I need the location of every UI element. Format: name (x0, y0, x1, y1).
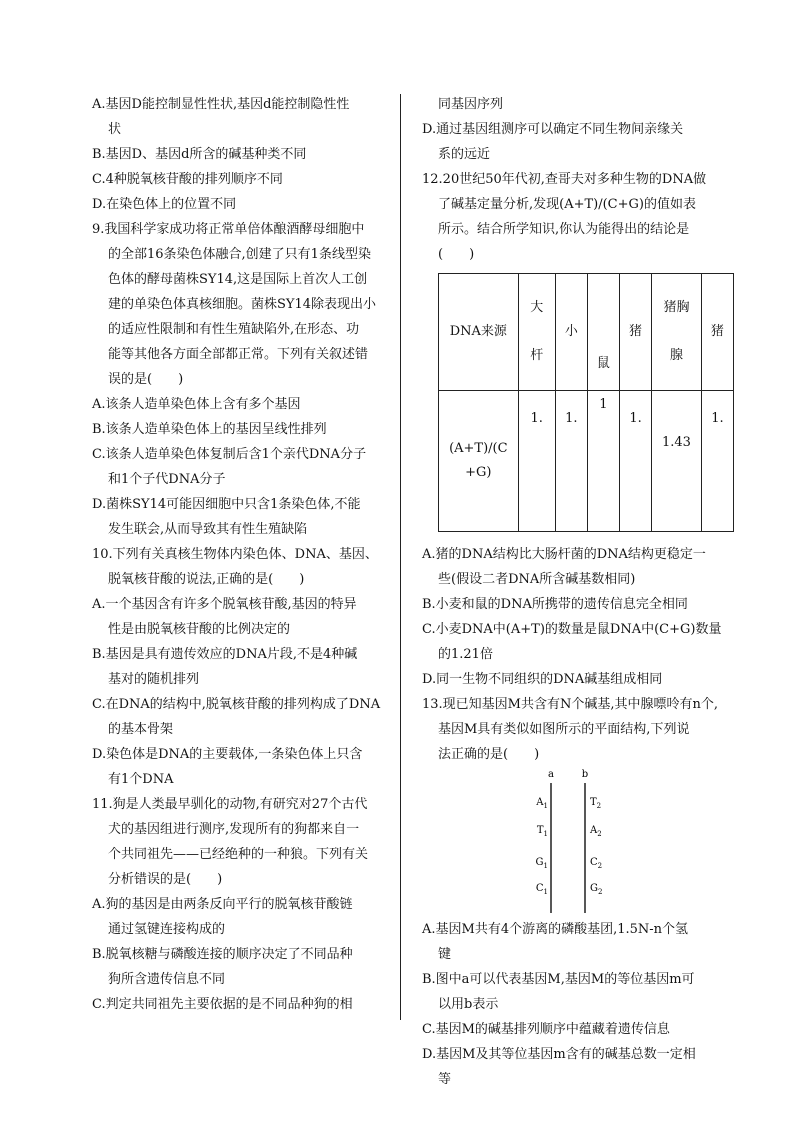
q11-option-d: D.通过基因组测序可以确定不同生物间亲缘关 系的远近 (422, 122, 684, 162)
q10-option-c: C.在DNA的结构中,脱氧核苷酸的排列构成了DNA 的基本骨架 (92, 697, 381, 737)
double-strand-diagram (520, 767, 640, 915)
table-cell-pig-liver: 1. (619, 391, 651, 532)
table-header-row (439, 274, 734, 391)
question-9: 9.我国科学家成功将正常单倍体酿酒酵母细胞中 的全部16条染色体融合,创建了只有1条线型染 色体的酵母菌株SY14,这是国际上首次人工创 建的单染色体真核细胞。菌株SY14除表现出小 的适应性限制和有性生殖缺陷外,在形态、功 能等其他各方面全部都正常。下列有关叙述错 误的是( ) A.该条人造单染色体上含有多个基因 B.该条人造单染色体上的基因呈线性排列 C.该条人造单染色体复制后含1个亲代DNA分子 和1个子代DNA分子 D.菌株SY14可能因细胞中只含1条染色体,不能 发生联会,从而导致其有性生殖缺陷 (92, 217, 392, 542)
table-header-pig-spleen: 猪 (701, 274, 733, 391)
q11-option-c: C.判定共同祖先主要依据的是不同品种狗的相 (92, 997, 353, 1012)
table-header-pig-liver: 猪 (619, 274, 651, 391)
q9-option-b: B.该条人造单染色体上的基因呈线性排列 (92, 422, 327, 437)
q8-option-c: C.4种脱氧核苷酸的排列顺序不同 (92, 172, 283, 187)
q8-option-b: B.基因D、基因d所含的碱基种类不同 (92, 147, 307, 162)
table-cell-mouse: 1 (587, 391, 619, 532)
right-base-label: $T_2$ (590, 797, 602, 810)
q9-option-a: A.该条人造单染色体上含有多个基因 (92, 397, 301, 412)
table-value-row (439, 391, 734, 532)
table-header-ecoli: 大 杆 (518, 274, 555, 391)
table-row-label: (A+T)/(C +G) (439, 391, 519, 532)
q12-option-b: B.小麦和鼠的DNA所携带的遗传信息完全相同 (422, 597, 688, 612)
right-base-label: $G_2$ (590, 883, 603, 896)
left-base-label: $A_1$ (536, 797, 548, 810)
q9-option-c: C.该条人造单染色体复制后含1个亲代DNA分子 和1个子代DNA分子 (92, 447, 367, 487)
strand-b-label: b (581, 769, 589, 780)
q8-option-a: A.基因D能控制显性性状,基因d能控制隐性性 状 (92, 97, 350, 137)
table-header-pig-thymus: 猪胸 腺 (652, 274, 702, 391)
q13-option-a: A.基因M共有4个游离的磷酸基团,1.5N-n个氢 键 (422, 922, 689, 962)
table-header-mouse: 鼠 (587, 274, 619, 391)
table-cell-pig-thymus: 1.43 (652, 391, 702, 532)
right-column (422, 92, 722, 1092)
q11-option-c-continued: 同基因序列 (438, 97, 504, 112)
q13-option-d: D.基因M及其等位基因m含有的碱基总数一定相 等 (422, 1047, 696, 1087)
question-12: 12.20世纪50年代初,查哥夫对多种生物的DNA做 了碱基定量分析,发现(A+T)/(C+G)的值如表 所示。结合所学知识,你认为能得出的结论是 ( ) DNA来源 大 杆 小 鼠 猪 猪胸 腺 猪 (A+T)/(C +G) 1. 1. 1 1. 1.43 1. A.猪的DNA结构比大肠杆菌的DNA结构更稳定一 些(假设二者DNA所含碱基数相同) B.小麦和鼠的DNA所携带的遗传信息完全相同 C.小麦DNA中(A+T)的数量是鼠DNA中(C+G)数量 的1.21倍 D.同一生物不同组织的DNA碱基组成相同 (422, 167, 722, 692)
left-base-label: $T_1$ (536, 825, 548, 838)
table-cell-pig-spleen: 1. (701, 391, 733, 532)
left-base-labels (535, 797, 548, 896)
right-base-label: $A_2$ (590, 825, 602, 838)
strand-a-label: a (548, 769, 554, 780)
table-cell-ecoli: 1. (518, 391, 555, 532)
right-base-label: $C_2$ (590, 857, 603, 870)
table-header-wheat: 小 (555, 274, 587, 391)
dna-strand-figure (422, 767, 722, 917)
right-base-labels (589, 797, 602, 896)
q12-option-a: A.猪的DNA结构比大肠杆菌的DNA结构更稳定一 些(假设二者DNA所含碱基数相同) (422, 547, 706, 587)
table-cell-wheat: 1. (555, 391, 587, 532)
question-10: 10.下列有关真核生物体内染色体、DNA、基因、 脱氧核苷酸的说法,正确的是( ) A.一个基因含有许多个脱氧核苷酸,基因的特异 性是由脱氧核苷酸的比例决定的 B.基因是具有遗传效应的DNA片段,不是4种碱 基对的随机排列 C.在DNA的结构中,脱氧核苷酸的排列构成了DNA 的基本骨架 D.染色体是DNA的主要载体,一条染色体上只含 有1个DNA (92, 542, 392, 792)
q11-option-b: B.脱氧核糖与磷酸连接的顺序决定了不同品种 狗所含遗传信息不同 (92, 947, 353, 987)
left-base-label: $C_1$ (535, 883, 548, 896)
q12-option-d: D.同一生物不同组织的DNA碱基组成相同 (422, 672, 663, 687)
q8-option-d: D.在染色体上的位置不同 (92, 197, 237, 212)
q11-option-a: A.狗的基因是由两条反向平行的脱氧核苷酸链 通过氢键连接构成的 (92, 897, 353, 937)
q9-option-d: D.菌株SY14可能因细胞中只含1条染色体,不能 发生联会,从而导致其有性生殖缺陷 (92, 497, 361, 537)
q12-option-c: C.小麦DNA中(A+T)的数量是鼠DNA中(C+G)数量 的1.21倍 (422, 622, 722, 662)
q10-option-a: A.一个基因含有许多个脱氧核苷酸,基因的特异 性是由脱氧核苷酸的比例决定的 (92, 597, 357, 637)
table-header-source: DNA来源 (439, 274, 519, 391)
question-13: 13.现已知基因M共含有N个碱基,其中腺嘌呤有n个, 基因M具有类似如图所示的平面结构,下列说 法正确的是( ) a b $A_1$ $T_1$ $G_1$ $C_1$ $T_2$ $A_2$ $C_2$ $G_2$ A.基因M共有4个游离的磷酸基团,1.5N-n个氢 键 B.图中a可以代表基因M,基因M的等位基因m可 以用b表示 C.基因M的碱基排列顺序中蕴藏着遗传信息 D.基因M及其等位基因m含有的碱基总数一定相 等 (422, 692, 722, 1092)
q10-option-d: D.染色体是DNA的主要载体,一条染色体上只含 有1个DNA (92, 747, 363, 787)
q13-option-b: B.图中a可以代表基因M,基因M的等位基因m可 以用b表示 (422, 972, 695, 1012)
left-column (92, 92, 392, 1017)
q13-option-c: C.基因M的碱基排列顺序中蕴藏着遗传信息 (422, 1022, 670, 1037)
dna-base-ratio-table (438, 273, 734, 532)
left-base-label: $G_1$ (535, 857, 548, 870)
question-11: 11.狗是人类最早驯化的动物,有研究对27个古代 犬的基因组进行测序,发现所有的狗都来自一 个共同祖先——已经绝种的一种狼。下列有关 分析错误的是( ) A.狗的基因是由两条反向平行的脱氧核苷酸链 通过氢键连接构成的 B.脱氧核糖与磷酸连接的顺序决定了不同品种 狗所含遗传信息不同 C.判定共同祖先主要依据的是不同品种狗的相 (92, 792, 392, 1017)
column-divider (400, 94, 401, 1020)
q10-option-b: B.基因是具有遗传效应的DNA片段,不是4种碱 基对的随机排列 (92, 647, 358, 687)
